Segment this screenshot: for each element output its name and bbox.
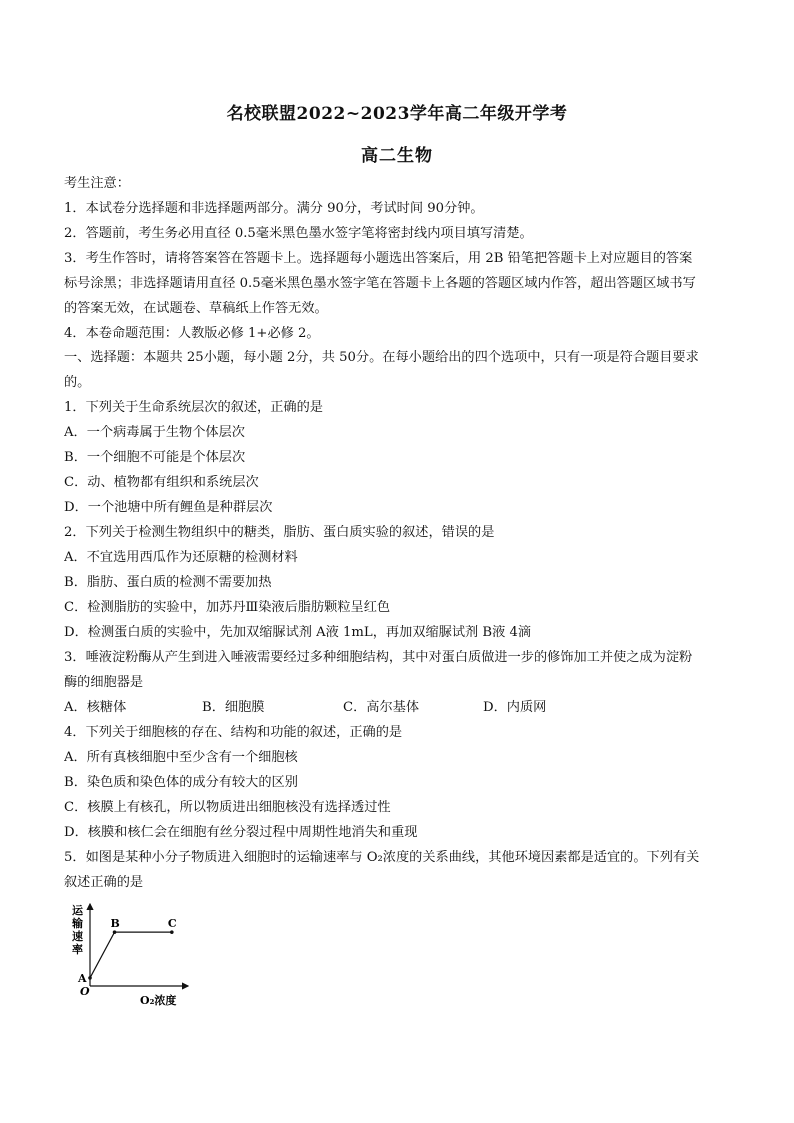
q2-option-a: A．不宜选用西瓜作为还原糖的检测材料: [64, 550, 298, 565]
q5-stem-cont: 叙述正确的是: [64, 875, 144, 890]
origin-label: O: [80, 985, 90, 998]
point-b-label: B: [110, 917, 120, 931]
y-label-char-1: 运: [72, 904, 83, 917]
q1-stem: 1．下列关于生命系统层次的叙述，正确的是: [64, 400, 323, 415]
point-c-label: C: [167, 917, 177, 931]
q3-option-c: C．高尔基体: [343, 700, 420, 715]
q3-stem-cont: 酶的细胞器是: [64, 675, 144, 690]
point-c-marker: [170, 930, 174, 934]
y-label-char-2: 输: [72, 917, 83, 930]
q1-option-a: A．一个病毒属于生物个体层次: [64, 425, 245, 440]
q2-stem: 2．下列关于检测生物组织中的糖类，脂肪、蛋白质实验的叙述，错误的是: [64, 525, 495, 540]
rate-curve-line: [90, 932, 172, 978]
q4-stem: 4．下列关于细胞核的存在、结构和功能的叙述，正确的是: [64, 725, 403, 740]
q3-option-d: D．内质网: [483, 700, 547, 715]
q4-option-a: A．所有真核细胞中至少含有一个细胞核: [64, 750, 298, 765]
q3-option-a: A．核糖体: [64, 700, 127, 715]
x-axis-label: O₂浓度: [140, 994, 177, 1007]
section-heading-cont: 的。: [64, 375, 91, 390]
q5-rate-graph: [64, 898, 194, 1008]
q1-option-b: B．一个细胞不可能是个体层次: [64, 450, 246, 465]
q2-option-b: B．脂肪、蛋白质的检测不需要加热: [64, 575, 272, 590]
notice-item-3-end: 的答案无效，在试题卷、草稿纸上作答无效。: [64, 301, 328, 316]
q4-option-b: B．染色质和染色体的成分有较大的区别: [64, 775, 298, 790]
section-heading: 一、选择题：本题共 25小题，每小题 2分，共 50分。在每小题给出的四个选项中，只有一项是符合题目要求: [64, 350, 699, 365]
notice-item-4: 4．本卷命题范围：人教版必修 1+必修 2。: [64, 326, 320, 341]
y-label-char-4: 率: [72, 943, 83, 956]
point-b-marker: [113, 930, 117, 934]
q5-stem: 5．如图是某种小分子物质进入细胞时的运输速率与 O₂浓度的关系曲线，其他环境因素都是适宜的。下列有关: [64, 850, 700, 865]
exam-subject: 高二生物: [361, 146, 433, 166]
q1-option-d: D．一个池塘中所有鲤鱼是种群层次: [64, 500, 273, 515]
point-a-label: A: [78, 971, 87, 985]
notice-item-1: 1．本试卷分选择题和非选择题两部分。满分 90分，考试时间 90分钟。: [64, 201, 484, 216]
notice-item-3: 3．考生作答时，请将答案答在答题卡上。选择题每小题选出答案后，用 2B 铅笔把答题卡上对应题目的答案: [64, 251, 693, 266]
exam-title: 名校联盟2022~2023学年高二年级开学考: [226, 104, 568, 124]
point-a-marker: [88, 976, 92, 980]
y-label-char-3: 速: [72, 930, 83, 943]
q2-option-c: C．检测脂肪的实验中，加苏丹Ⅲ染液后脂肪颗粒呈红色: [64, 600, 391, 615]
notice-heading: 考生注意：: [64, 176, 130, 191]
q3-option-b: B．细胞膜: [202, 700, 265, 715]
q4-option-d: D．核膜和核仁会在细胞有丝分裂过程中周期性地消失和重现: [64, 825, 418, 840]
q3-stem: 3．唾液淀粉酶从产生到进入唾液需要经过多种细胞结构，其中对蛋白质做进一步的修饰加工并使之成为淀粉: [64, 650, 693, 665]
q2-option-d: D．检测蛋白质的实验中，先加双缩脲试剂 A液 1mL，再加双缩脲试剂 B液 4滴: [64, 625, 532, 640]
notice-item-2: 2．答题前，考生务必用直径 0.5毫米黑色墨水签字笔将密封线内项目填写清楚。: [64, 226, 533, 241]
notice-item-3-cont: 标号涂黑；非选择题请用直径 0.5毫米黑色墨水签字笔在答题卡上各题的答题区域内作答，超出答题区域书写: [64, 276, 696, 291]
rate-curve: [88, 930, 173, 979]
q1-option-c: C．动、植物都有组织和系统层次: [64, 475, 259, 490]
q4-option-c: C．核膜上有核孔，所以物质进出细胞核没有选择透过性: [64, 800, 391, 815]
